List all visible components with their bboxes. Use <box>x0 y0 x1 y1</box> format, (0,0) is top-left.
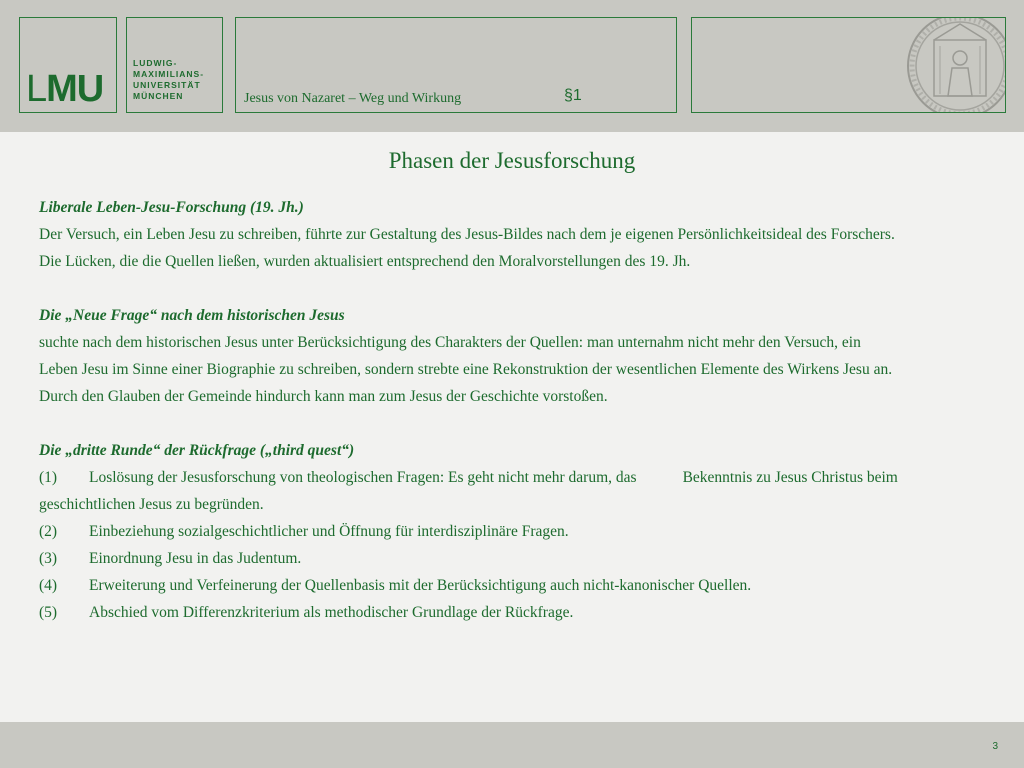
list-number: (2) <box>39 523 58 540</box>
list-text: Erweiterung und Verfeinerung der Quellenbasis mit der Berücksichtigung auch nicht-kanonischer Quellen. <box>89 577 752 594</box>
section-heading: Liberale Leben-Jesu-Forschung (19. Jh.) <box>39 199 304 216</box>
section-heading: Die „Neue Frage“ nach dem historischen Jesus <box>39 307 345 324</box>
list-item-continuation: geschichtlichen Jesus zu begründen. <box>39 496 264 513</box>
section-marker: §1 <box>564 87 582 104</box>
list-text: Bekenntnis zu Jesus Christus beim <box>682 469 898 486</box>
slide-body <box>39 194 999 626</box>
list-item <box>39 545 999 572</box>
page-number: 3 <box>992 741 998 752</box>
university-name-line: UNIVERSITÄT <box>133 80 201 90</box>
list-text: Loslösung der Jesusforschung von theologischen Fragen: Es geht nicht mehr darum, das <box>89 469 637 486</box>
list-number: (4) <box>39 577 58 594</box>
list-number: (5) <box>39 604 58 621</box>
list-item <box>39 599 999 626</box>
body-line: suchte nach dem historischen Jesus unter Berücksichtigung des Charakters der Quellen: man unternahm nicht mehr den Versuch, ein <box>39 334 861 351</box>
body-line: Leben Jesu im Sinne einer Biographie zu schreiben, sondern strebte eine Rekonstruktion der wesentlichen Elemente des Wirkens Jesu an. <box>39 361 893 378</box>
university-name-line: MAXIMILIANS- <box>133 69 205 79</box>
course-title-box <box>235 17 677 113</box>
list-text: Einbeziehung sozialgeschichtlicher und Öffnung für interdisziplinäre Fragen. <box>89 523 569 540</box>
university-name-line: LUDWIG- <box>133 58 178 68</box>
list-item <box>39 572 999 599</box>
slide-title: Phasen der Jesusforschung <box>388 148 636 173</box>
list-item <box>39 464 999 491</box>
body-line: Der Versuch, ein Leben Jesu zu schreiben, führte zur Gestaltung des Jesus-Bildes nach dem je eigenen Persönlichkeitsideal des Forschers. <box>39 226 895 243</box>
course-title: Jesus von Nazaret – Weg und Wirkung <box>244 91 462 106</box>
lmu-logo <box>19 17 117 113</box>
list-number: (1) <box>39 469 58 486</box>
university-name <box>133 58 204 102</box>
header-bar <box>0 0 1024 132</box>
university-name-box <box>126 17 223 113</box>
footer-bar <box>0 722 1024 768</box>
seal-box <box>691 17 1006 113</box>
university-name-line: MÜNCHEN <box>133 91 184 101</box>
list-number: (3) <box>39 550 58 567</box>
body-line: Durch den Glauben der Gemeinde hindurch kann man zum Jesus der Geschichte vorstoßen. <box>39 388 608 405</box>
university-seal-icon <box>904 17 1006 113</box>
list-text: Abschied vom Differenzkriterium als methodischer Grundlage der Rückfrage. <box>89 604 574 621</box>
body-line: Die Lücken, die die Quellen ließen, wurden aktualisiert entsprechend den Moralvorstellungen des 19. Jh. <box>39 253 691 270</box>
section-heading: Die „dritte Runde“ der Rückfrage („third quest“) <box>39 442 355 459</box>
list-item <box>39 518 999 545</box>
lmu-logo-text: LMU <box>26 68 104 110</box>
list-text: Einordnung Jesu in das Judentum. <box>89 550 302 567</box>
